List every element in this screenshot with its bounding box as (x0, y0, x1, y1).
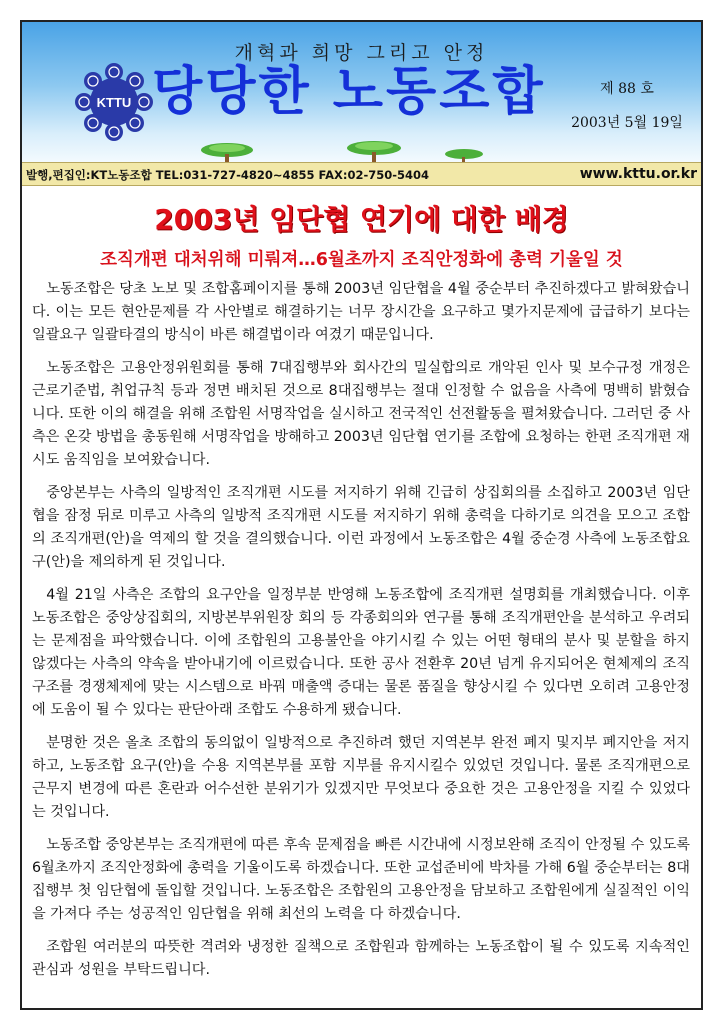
article-headline: 2003년 임단협 연기에 대한 배경 (154, 203, 569, 236)
publisher-bar (22, 162, 701, 186)
article-subheadline: 조직개편 대처위해 미뤄져…6월초까지 조직안정화에 총력 기울일 것 (100, 250, 623, 270)
svg-text:KTTU: KTTU (96, 95, 132, 110)
article-body (32, 278, 690, 992)
article-paragraph: 분명한 것은 올초 조합의 동의없이 일방적으로 추진하려 했던 지역본부 완전 폐지 및지부 폐지안을 저지하고, 노동조합 요구(안)을 수용 지역본부를 포함 지부를 유지시킬수 있었던 것입니다. 물론 조직개편으로 근무지 변경에 따른 혼란과 어수선한 분위기가 있겠지만 무엇보다 중요한 것은 고용안정을 지킬 수 있었다는 것입니다. (32, 735, 690, 820)
newsletter-page (20, 20, 703, 1010)
article-paragraph: 조합원 여러분의 따뜻한 격려와 냉정한 질책으로 조합원과 함께하는 노동조합이 될 수 있도록 지속적인 관심과 성원을 부탁드립니다. (32, 939, 690, 978)
newsletter-title: 당당한 노동조합 (152, 62, 546, 122)
issue-number: 제 88 호 (600, 81, 654, 97)
tree-decoration-icon (344, 140, 404, 164)
article-paragraph: 4월 21일 사측은 조합의 요구안을 일정부분 반영해 노동조합에 조직개편 설명회를 개최했습니다. 이후 노동조합은 중앙상집회의, 지방본부위원장 회의 등 각종회의와 연구를 통해 조직개편안을 분석하고 우려되는 문제점을 파악했습니다. 이에 조합원의 고용불안을 야기시킬 수 있는 어떤 형태의 분사 및 분할을 하지 않겠다는 사측의 약속을 받아내기에 이르렀습니다. 또한 공사 전환후 20년 넘게 유지되어온 현체제의 조직구조를 경쟁체제에 맞는 시스템으로 바꿔 매출액 증대는 물론 품질을 향상시킬 수 있다면 오히려 고용안정에 도움이 될 수 있다는 판단아래 조합도 수용하게 됐습니다. (32, 587, 690, 718)
tree-decoration-icon (197, 142, 257, 164)
website-link[interactable]: www.kttu.or.kr (579, 166, 697, 182)
article-paragraph: 노동조합 중앙본부는 조직개편에 따른 후속 문제점을 빠른 시간내에 시정보완해 조직이 안정될 수 있도록 6월초까지 조직안정화에 총력을 기울이도록 하겠습니다. 또한 교섭준비에 박차를 가해 6월 중순부터는 8대 집행부 첫 임단협에 돌입할 것입니다. 노동조합은 조합원의 고용안정을 담보하고 조합원에게 실질적인 이익을 가져다 주는 성공적인 임단협을 위해 최선의 노력을 다 하겠습니다. (32, 837, 690, 922)
kttu-logo-icon (72, 60, 156, 144)
article-paragraph: 노동조합은 고용안정위원회를 통해 7대집행부와 회사간의 밀실합의로 개악된 인사 및 보수규정 개정은 근로기준법, 취업규칙 등과 정면 배치된 것으로 8대집행부는 절대 인정할 수 없음을 사측에 명백히 밝혔습니다. 또한 이의 해결을 위해 조합원 서명작업을 실시하고 전국적인 선전활동을 펼쳐왔습니다. 그러던 중 사측은 온갖 방법을 총동원해 서명작업을 방해하고 2003년 임단협 연기를 조합에 요청하는 한편 조직개편 재시도 움직임을 보여왔습니다. (32, 360, 690, 468)
slogan: 개혁과 희망 그리고 안정 (234, 42, 489, 64)
article-paragraph: 중앙본부는 사측의 일방적인 조직개편 시도를 저지하기 위해 긴급히 상집회의를 소집하고 2003년 임단협을 잠정 뒤로 미루고 사측의 일방적 조직개편 시도를 저지하기 위해 총력을 다하기로 의견을 모으고 조합의 조직개편(안)을 역제의 할 것을 결의했습니다. 이런 과정에서 노동조합은 4월 중순경 사측에 노동조합요구(안)을 제의하게 된 것입니다. (32, 485, 690, 570)
issue-info (562, 78, 692, 146)
article-paragraph: 노동조합은 당초 노보 및 조합홈페이지를 통해 2003년 임단협을 4월 중순부터 추진하겠다고 밝혀왔습니다. 이는 모든 현안문제를 각 사안별로 해결하기는 너무 장시간을 요구하고 몇가지문제에 급급하기 보다는 일괄요구 일괄타결의 방식이 바른 해결법이라 여겼기 때문입니다. (32, 281, 690, 343)
masthead (22, 22, 701, 162)
issue-date: 2003년 5월 19일 (571, 115, 683, 131)
publisher-contact: 발행,편집인:KT노동조합 TEL:031-727-4820~4855 FAX:02-750-5404 (26, 168, 430, 182)
